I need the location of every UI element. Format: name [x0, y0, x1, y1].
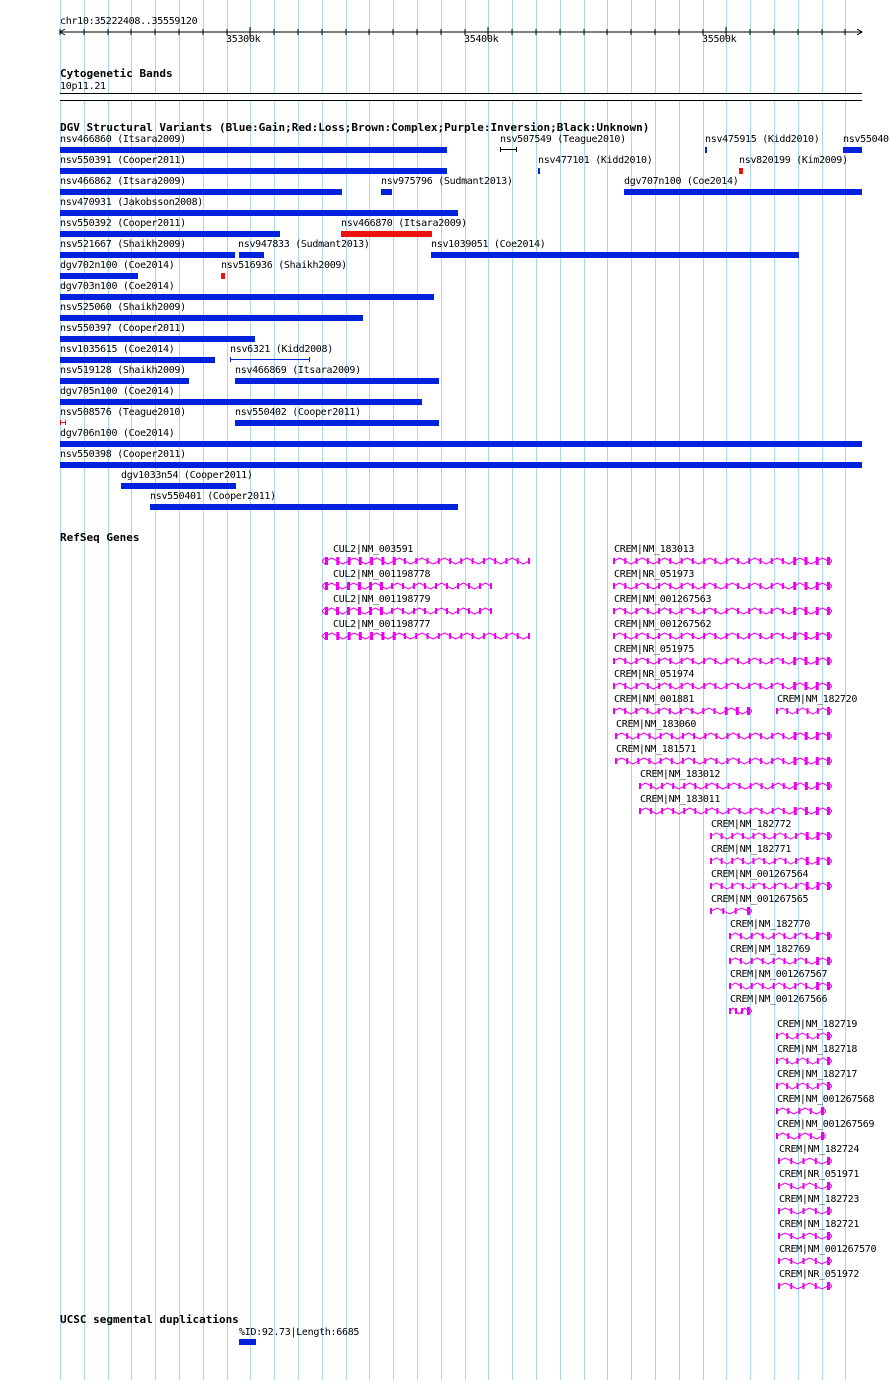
variant-label: nsv947833 (Sudmant2013): [238, 239, 370, 250]
variant-bar[interactable]: [60, 168, 447, 174]
transcript-glyph[interactable]: [773, 1130, 826, 1142]
variant-bar[interactable]: [60, 378, 189, 384]
variant-bar[interactable]: [843, 147, 862, 153]
gridline: [607, 0, 608, 1380]
track-title-refseq: RefSeq Genes: [60, 531, 140, 544]
variant-label: nsv550401 (Cooper2011): [150, 491, 276, 502]
transcript-glyph[interactable]: [726, 980, 832, 992]
transcript-label: CREM|NM_182717: [777, 1069, 858, 1080]
transcript-label: CREM|NM_182721: [779, 1219, 860, 1230]
transcript-glyph[interactable]: [612, 730, 832, 742]
transcript-label: CREM|NM_182772: [711, 819, 792, 830]
variant-bar[interactable]: [60, 420, 66, 425]
gridline: [250, 0, 251, 1380]
transcript-label: CREM|NM_001267567: [730, 969, 828, 980]
transcript-label: CREM|NR_051971: [779, 1169, 860, 1180]
transcript-label: CUL2|NM_003591: [333, 544, 414, 555]
transcript-glyph[interactable]: [707, 905, 752, 917]
gridline: [298, 0, 299, 1380]
transcript-label: CUL2|NM_001198779: [333, 594, 431, 605]
variant-bar[interactable]: [239, 252, 264, 258]
transcript-label: CREM|NR_051972: [779, 1269, 860, 1280]
variant-label: nsv550398 (Cooper2011): [60, 449, 186, 460]
variant-label: nsv466862 (Itsara2009): [60, 176, 186, 187]
variant-label: nsv1039051 (Coe2014): [431, 239, 546, 250]
gridline: [536, 0, 537, 1380]
variant-label: dgv703n100 (Coe2014): [60, 281, 175, 292]
variant-bar[interactable]: [60, 315, 363, 321]
track-title-cytobands: Cytogenetic Bands: [60, 67, 173, 80]
transcript-label: CREM|NM_001267569: [777, 1119, 875, 1130]
transcript-label: CREM|NM_001267562: [614, 619, 712, 630]
transcript-label: CREM|NM_001881: [614, 694, 695, 705]
transcript-glyph[interactable]: [775, 1255, 832, 1267]
variant-bar[interactable]: [230, 357, 310, 362]
variant-bar[interactable]: [60, 336, 255, 342]
variant-label: nsv550392 (Cooper2011): [60, 218, 186, 229]
transcript-glyph[interactable]: [707, 830, 832, 842]
transcript-label: CUL2|NM_001198778: [333, 569, 431, 580]
transcript-label: CUL2|NM_001198777: [333, 619, 431, 630]
gridline: [227, 0, 228, 1380]
transcript-label: CREM|NM_182770: [730, 919, 811, 930]
transcript-glyph[interactable]: [322, 605, 495, 617]
variant-label: nsv550402 (Cooper2011): [235, 407, 361, 418]
variant-bar[interactable]: [235, 420, 439, 426]
transcript-label: CREM|NR_051973: [614, 569, 695, 580]
variant-bar[interactable]: [60, 294, 434, 300]
variant-label: nsv975796 (Sudmant2013): [381, 176, 513, 187]
transcript-label: CREM|NR_051974: [614, 669, 695, 680]
transcript-glyph[interactable]: [610, 630, 832, 642]
variant-label: nsv550391 (Cooper2011): [60, 155, 186, 166]
transcript-label: CREM|NM_001267564: [711, 869, 809, 880]
variant-label: nsv521667 (Shaikh2009): [60, 239, 186, 250]
transcript-label: CREM|NM_001267568: [777, 1094, 875, 1105]
cytoband-glyph[interactable]: [60, 93, 862, 101]
transcript-label: CREM|NM_183013: [614, 544, 695, 555]
segdup-feature[interactable]: [239, 1339, 256, 1345]
transcript-glyph[interactable]: [726, 955, 832, 967]
transcript-label: CREM|NM_182718: [777, 1044, 858, 1055]
variant-bar[interactable]: [60, 441, 862, 447]
variant-bar[interactable]: [624, 189, 862, 195]
gridline: [203, 0, 204, 1380]
gridline: [274, 0, 275, 1380]
transcript-glyph[interactable]: [707, 880, 832, 892]
transcript-glyph[interactable]: [322, 580, 495, 592]
variant-label: dgv702n100 (Coe2014): [60, 260, 175, 271]
transcript-glyph[interactable]: [773, 1030, 832, 1042]
variant-bar[interactable]: [341, 231, 432, 237]
transcript-glyph[interactable]: [610, 605, 832, 617]
transcript-glyph[interactable]: [636, 805, 832, 817]
variant-label: nsv475915 (Kidd2010): [705, 134, 820, 145]
variant-label: nsv55040: [843, 134, 889, 145]
transcript-glyph[interactable]: [726, 930, 832, 942]
variant-bar[interactable]: [60, 357, 215, 363]
transcript-glyph[interactable]: [773, 705, 832, 717]
track-title-dgv: DGV Structural Variants (Blue:Gain;Red:Loss;Brown:Complex;Purple:Inversion;Black:Unknown): [60, 121, 650, 134]
ruler-tick-label: 35400k: [464, 34, 499, 45]
variant-bar[interactable]: [381, 189, 392, 195]
variant-bar[interactable]: [235, 378, 439, 384]
variant-label: nsv508576 (Teague2010): [60, 407, 186, 418]
gridline: [512, 0, 513, 1380]
variant-label: nsv466869 (Itsara2009): [235, 365, 361, 376]
transcript-label: CREM|NM_182720: [777, 694, 858, 705]
transcript-label: CREM|NM_182771: [711, 844, 792, 855]
gridline: [488, 0, 489, 1380]
transcript-glyph[interactable]: [775, 1230, 832, 1242]
transcript-glyph[interactable]: [726, 1005, 752, 1017]
transcript-label: CREM|NR_051975: [614, 644, 695, 655]
track-title-segdup: UCSC segmental duplications: [60, 1313, 239, 1326]
variant-bar[interactable]: [739, 168, 743, 174]
transcript-label: CREM|NM_183011: [640, 794, 721, 805]
variant-bar[interactable]: [121, 483, 236, 489]
gridline: [465, 0, 466, 1380]
variant-label: dgv705n100 (Coe2014): [60, 386, 175, 397]
variant-label: nsv466870 (Itsara2009): [341, 218, 467, 229]
variant-label: nsv507549 (Teague2010): [500, 134, 626, 145]
variant-bar[interactable]: [500, 147, 517, 152]
transcript-glyph[interactable]: [610, 655, 832, 667]
gridline: [560, 0, 561, 1380]
gridline: [322, 0, 323, 1380]
transcript-label: CREM|NM_182719: [777, 1019, 858, 1030]
transcript-label: CREM|NM_182769: [730, 944, 811, 955]
variant-label: dgv706n100 (Coe2014): [60, 428, 175, 439]
variant-bar[interactable]: [60, 189, 342, 195]
transcript-label: CREM|NM_001267566: [730, 994, 828, 1005]
variant-bar[interactable]: [221, 273, 225, 279]
transcript-label: CREM|NM_182724: [779, 1144, 860, 1155]
variant-label: dgv707n100 (Coe2014): [624, 176, 739, 187]
transcript-glyph[interactable]: [773, 1105, 826, 1117]
transcript-glyph[interactable]: [775, 1205, 832, 1217]
transcript-label: CREM|NM_181571: [616, 744, 697, 755]
transcript-glyph[interactable]: [775, 1280, 832, 1292]
variant-bar[interactable]: [60, 252, 235, 258]
gridline: [369, 0, 370, 1380]
transcript-label: CREM|NM_182723: [779, 1194, 860, 1205]
transcript-glyph[interactable]: [773, 1080, 832, 1092]
variant-label: nsv820199 (Kim2009): [739, 155, 848, 166]
gridline: [584, 0, 585, 1380]
transcript-glyph[interactable]: [612, 755, 832, 767]
variant-label: nsv516936 (Shaikh2009): [221, 260, 347, 271]
variant-label: nsv477101 (Kidd2010): [538, 155, 653, 166]
coordinate-ruler[interactable]: [0, 24, 890, 48]
transcript-glyph[interactable]: [775, 1155, 832, 1167]
variant-bar[interactable]: [705, 147, 707, 153]
variant-bar[interactable]: [60, 462, 862, 468]
variant-label: nsv525060 (Shaikh2009): [60, 302, 186, 313]
gridline: [346, 0, 347, 1380]
variant-label: nsv550397 (Cooper2011): [60, 323, 186, 334]
segdup-label: %ID:92.73|Length:6685: [239, 1327, 360, 1338]
transcript-glyph[interactable]: [610, 680, 832, 692]
variant-label: dgv1033n54 (Cooper2011): [121, 470, 253, 481]
transcript-label: CREM|NM_001267570: [779, 1244, 877, 1255]
gridline: [441, 0, 442, 1380]
transcript-label: CREM|NM_001267563: [614, 594, 712, 605]
variant-bar[interactable]: [60, 273, 138, 279]
variant-bar[interactable]: [60, 147, 447, 153]
transcript-glyph[interactable]: [610, 555, 832, 567]
transcript-glyph[interactable]: [610, 580, 832, 592]
locus-label: chr10:35222408..35559120: [60, 16, 198, 27]
ruler-tick-label: 35500k: [702, 34, 737, 45]
transcript-label: CREM|NM_183012: [640, 769, 721, 780]
transcript-glyph[interactable]: [707, 855, 832, 867]
variant-bar[interactable]: [60, 210, 458, 216]
transcript-glyph[interactable]: [610, 705, 752, 717]
transcript-glyph[interactable]: [636, 780, 832, 792]
variant-label: nsv470931 (Jakobsson2008): [60, 197, 204, 208]
transcript-label: CREM|NM_001267565: [711, 894, 809, 905]
variant-label: nsv6321 (Kidd2008): [230, 344, 333, 355]
gridline: [393, 0, 394, 1380]
cytoband-label: 10p11.21: [60, 81, 106, 92]
variant-bar[interactable]: [60, 399, 422, 405]
variant-label: nsv1035615 (Coe2014): [60, 344, 175, 355]
transcript-label: CREM|NM_183060: [616, 719, 697, 730]
ruler-tick-label: 35300k: [226, 34, 261, 45]
transcript-glyph[interactable]: [322, 555, 533, 567]
gridline: [417, 0, 418, 1380]
transcript-glyph[interactable]: [322, 630, 533, 642]
transcript-glyph[interactable]: [773, 1055, 832, 1067]
variant-bar[interactable]: [538, 168, 540, 174]
transcript-glyph[interactable]: [775, 1180, 832, 1192]
variant-bar[interactable]: [60, 231, 280, 237]
variant-label: nsv519128 (Shaikh2009): [60, 365, 186, 376]
variant-label: nsv466860 (Itsara2009): [60, 134, 186, 145]
variant-bar[interactable]: [150, 504, 458, 510]
variant-bar[interactable]: [431, 252, 799, 258]
